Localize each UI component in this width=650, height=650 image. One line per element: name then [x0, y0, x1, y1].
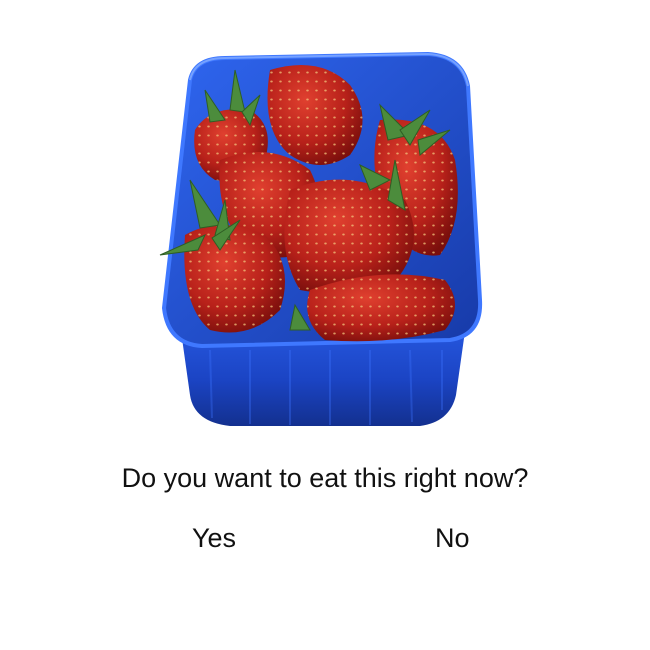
no-button[interactable]: No [435, 523, 470, 553]
question-prompt: Do you want to eat this right now? [121, 463, 529, 493]
yes-button[interactable]: Yes [192, 523, 237, 553]
strawberry-basket-image [150, 50, 490, 440]
